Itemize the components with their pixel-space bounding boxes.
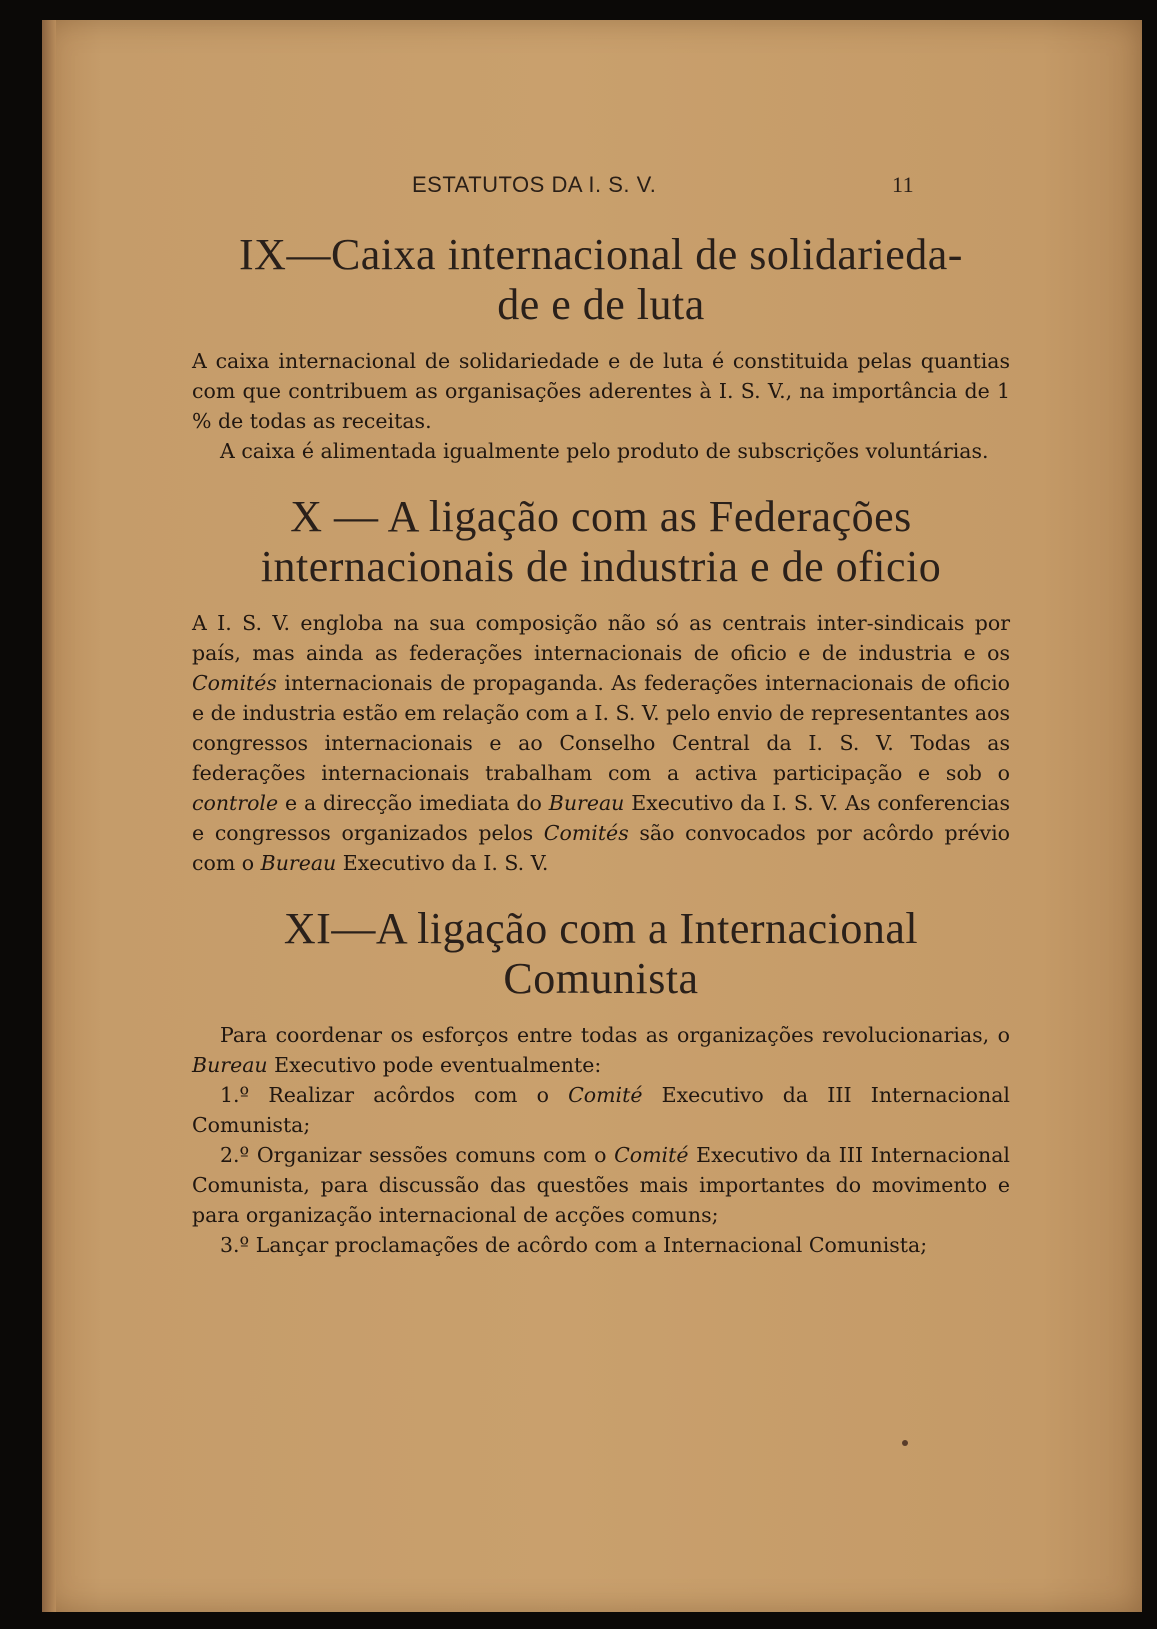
section-x-body <box>192 608 1010 878</box>
section-xi-intro: Para coordenar os esforços entre todas as organizações revolucionarias, o Bureau Executivo pode eventualmente: <box>192 1023 1010 1077</box>
section-x <box>192 492 1010 878</box>
page-content <box>192 230 1010 1286</box>
running-head <box>42 172 1142 202</box>
page-binding-edge <box>42 20 56 1612</box>
section-xi-heading <box>192 904 1010 1004</box>
page-number: 11 <box>892 172 915 197</box>
section-ix-paragraph-2: A caixa é alimentada igualmente pelo produto de subscrições voluntárias. <box>220 439 989 463</box>
section-xi-heading-line1: XI—A ligação com a Internacional <box>283 904 919 953</box>
book-page <box>42 20 1142 1612</box>
section-xi-item-1: 1.º Realizar acôrdos com o Comité Executivo da III Internacional Comunista; <box>192 1083 1010 1137</box>
running-head-title: ESTATUTOS DA I. S. V. <box>412 172 657 197</box>
section-x-paragraph: A I. S. V. engloba na sua composição não só as centrais inter-sindicais por país, mas ainda as federações internacionais de oficio e de industria e os Comités internacionais de propaganda. As federações internacionais de oficio e de industria estão em relação com a I. S. V. pelo envio de representantes aos congressos internacionais e ao Conselho Central da I. S. V. Todas as federações internacionais trabalham com a activa participação e sob o controle e a direcção imediata do Bureau Executivo da I. S. V. As conferencias e congressos organizados pelos Comités são convocados por acôrdo prévio com o Bureau Executivo da I. S. V. <box>192 611 1010 875</box>
section-ix-body <box>192 346 1010 466</box>
section-xi-body <box>192 1020 1010 1260</box>
paper-speck <box>902 1440 908 1446</box>
section-x-heading-line1: X — A ligação com as Federações <box>290 492 912 541</box>
section-xi-item-3: 3.º Lançar proclamações de acôrdo com a Internacional Comunista; <box>220 1233 928 1257</box>
section-ix-paragraph-1: A caixa internacional de solidariedade e de luta é constituida pelas quantias com que contribuem as organisações aderentes à I. S. V., na importância de 1 % de todas as receitas. <box>192 349 1010 433</box>
section-ix <box>192 230 1010 466</box>
section-xi-heading-line2: Comunista <box>503 954 699 1003</box>
section-xi <box>192 904 1010 1260</box>
section-ix-heading-line1: IX—Caixa internacional de solidarieda- <box>239 230 963 279</box>
section-ix-heading-line2: de e de luta <box>497 280 705 329</box>
section-x-heading-line2: internacionais de industria e de oficio <box>260 542 942 591</box>
section-x-heading <box>192 492 1010 592</box>
section-xi-item-2: 2.º Organizar sessões comuns com o Comité Executivo da III Internacional Comunista, para discussão das questões mais importantes do movimento e para organização internacional de acções comuns; <box>192 1143 1010 1227</box>
section-ix-heading <box>192 230 1010 330</box>
